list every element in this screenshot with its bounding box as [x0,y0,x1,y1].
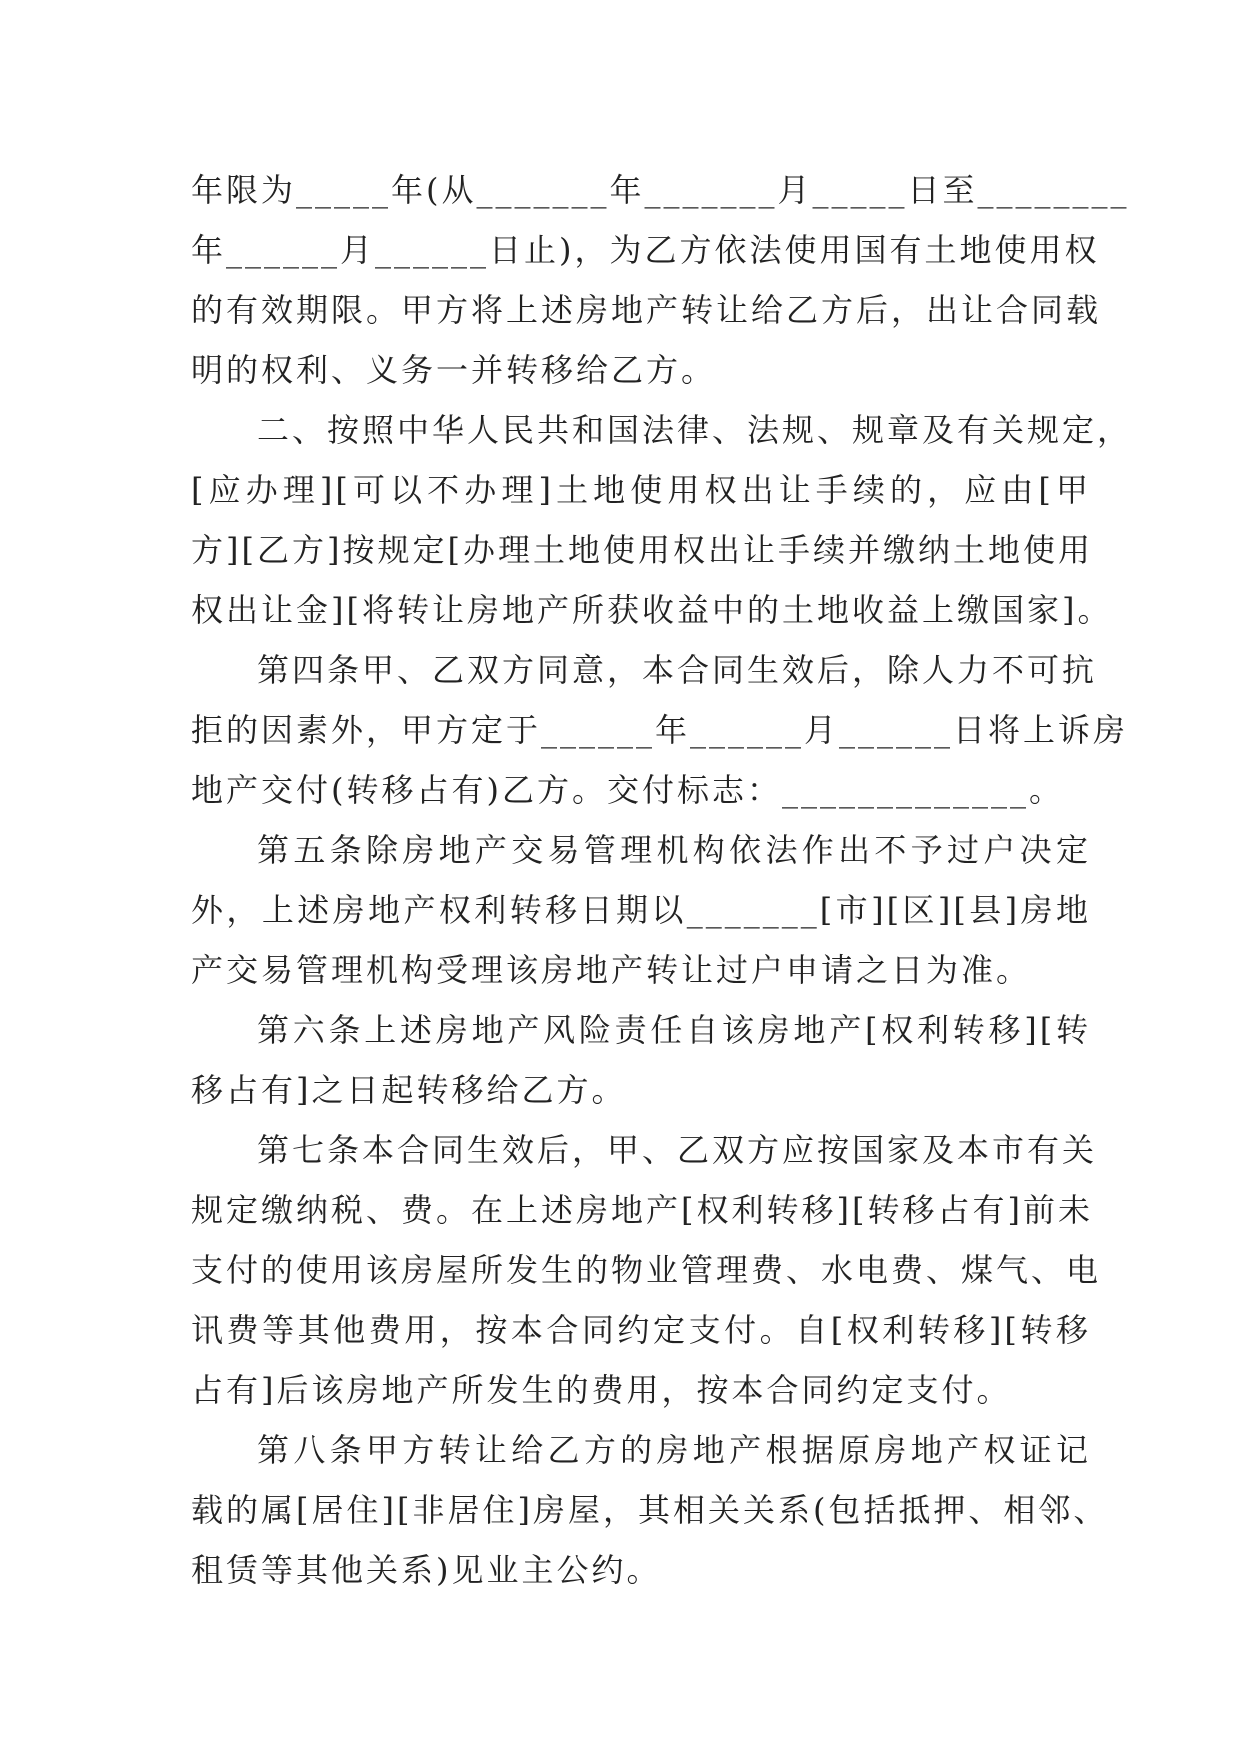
text-line: 第七条本合同生效后，甲、乙双方应按国家及本市有关 [257,1131,1098,1169]
text-line: 支付的使用该房屋所发生的物业管理费、水电费、煤气、电 [191,1251,1102,1289]
text-line: 规定缴纳税、费。在上述房地产[权利转移][转移占有]前未 [191,1191,1093,1229]
text-line: 的有效期限。甲方将上述房地产转让给乙方后，出让合同载 [191,291,1102,329]
text-line: 年______月______日止)，为乙方依法使用国有土地使用权 [191,231,1100,269]
text-line: 外，上述房地产权利转移日期以_______[市][区][县]房地 [191,891,1091,929]
text-line: 年限为_____年(从_______年_______月_____日至________ [191,171,1130,209]
text-line: 第六条上述房地产风险责任自该房地产[权利转移][转 [257,1011,1091,1049]
text-line: 二、按照中华人民共和国法律、法规、规章及有关规定， [257,411,1133,449]
contract-text [191,160,1133,1600]
text-line: 第八条甲方转让给乙方的房地产根据原房地产权证记 [257,1431,1091,1469]
text-line: 方][乙方]按规定[办理土地使用权出让手续并缴纳土地使用 [191,531,1093,569]
text-line: 第四条甲、乙双方同意，本合同生效后，除人力不可抗 [257,651,1098,689]
text-line: 拒的因素外，甲方定于______年______月______日将上诉房 [191,711,1129,749]
text-line: 第五条除房地产交易管理机构依法作出不予过户决定 [257,831,1091,869]
text-line: 产交易管理机构受理该房地产转让过户申请之日为准。 [191,951,1032,989]
text-line: 讯费等其他费用，按本合同约定支付。自[权利转移][转移 [191,1311,1091,1349]
text-line: 权出让金][将转让房地产所获收益中的土地收益上缴国家]。 [191,591,1113,629]
text-line: 明的权利、义务一并转移给乙方。 [191,351,717,389]
text-line: 移占有]之日起转移给乙方。 [191,1071,627,1109]
text-line: [应办理][可以不办理]土地使用权出让手续的，应由[甲 [191,471,1091,509]
text-line: 占有]后该房地产所发生的费用，按本合同约定支付。 [191,1371,1012,1409]
text-line: 租赁等其他关系)见业主公约。 [191,1551,662,1589]
text-line: 地产交付(转移占有)乙方。交付标志：_____________。 [191,771,1064,809]
text-line: 载的属[居住][非居住]房屋，其相关关系(包括抵押、相邻、 [191,1491,1109,1529]
